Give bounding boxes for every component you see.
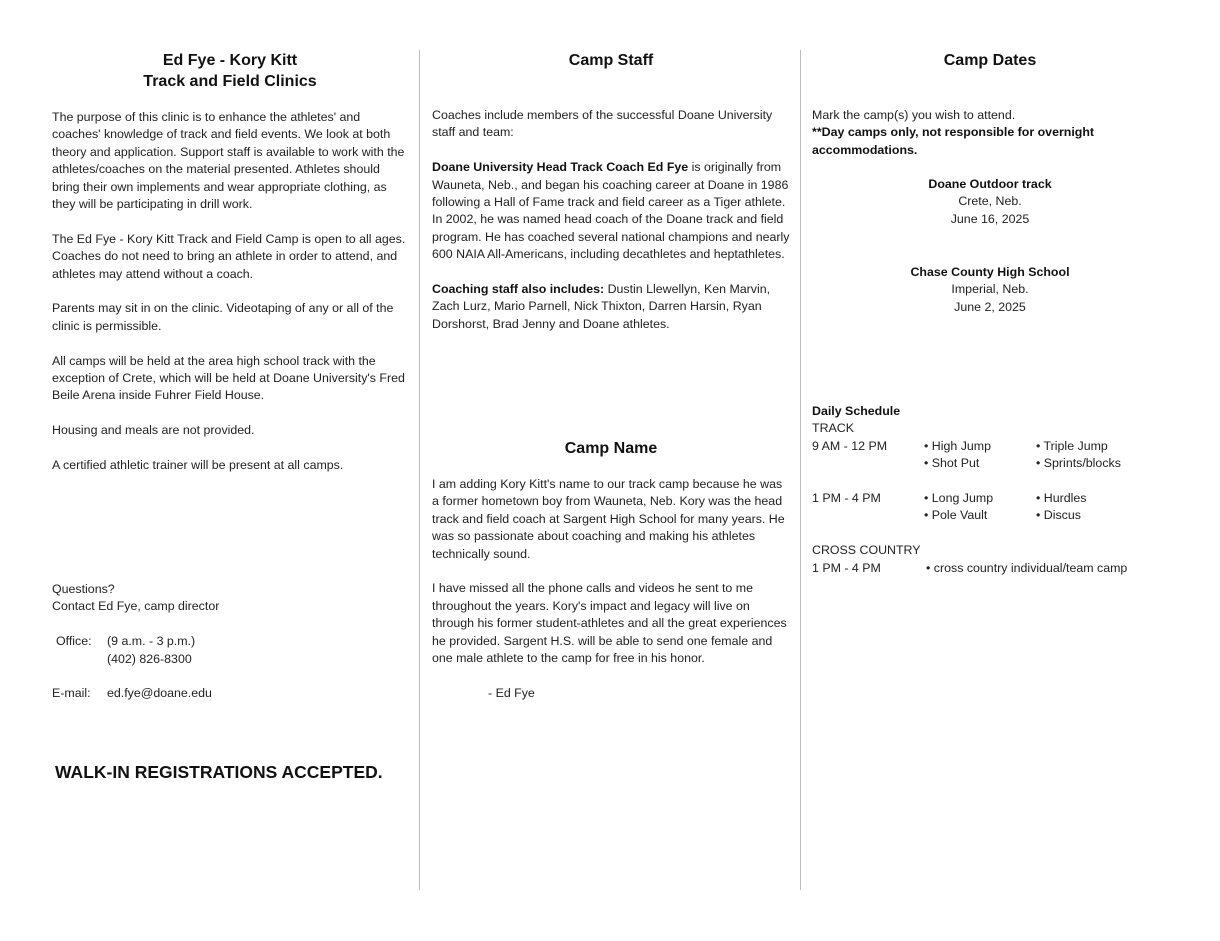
camp-date: June 2, 2025 — [954, 299, 1026, 314]
event-item: • High Jump — [924, 438, 992, 453]
event-item: • Discus — [1036, 508, 1081, 523]
event-item: • Pole Vault — [924, 508, 988, 523]
session-time: 1 PM - 4 PM — [812, 560, 881, 575]
schedule-title: Daily Schedule — [812, 404, 901, 418]
email-row — [52, 685, 408, 702]
camp-name-section — [432, 438, 790, 702]
morning-session — [812, 438, 1172, 473]
housing-paragraph: Housing and meals are not provided. — [52, 423, 255, 438]
camp-city: Imperial, Neb. — [951, 282, 1029, 297]
staff-list-text: Dustin Llewellyn, Ken Marvin, Zach Lurz, Mario Parnell, Nick Thixton, Darren Harsin, Ryan Dorshorst, Brad Jenny and Doane athletes. — [432, 282, 771, 331]
trainer-paragraph: A certified athletic trainer will be present at all camps. — [52, 458, 344, 473]
camp-venue: Chase County High School — [910, 265, 1070, 279]
camp-name-paragraph-1: I am adding Kory Kitt's name to our track camp because he was a former hometown boy from Wauneta, Neb. Kory was the head track and field coach at Sargent High School for many years. He was so passionate about coaching and making his athletes technically sound. — [432, 477, 785, 561]
questions-label: Questions? — [52, 582, 115, 596]
contact-block — [52, 581, 408, 703]
parents-paragraph: Parents may sit in on the clinic. Videotaping of any or all of the clinic is permissible. — [52, 301, 394, 333]
walkin-notice: WALK-IN REGISTRATIONS ACCEPTED. — [55, 762, 383, 782]
event-item: • Sprints/blocks — [1036, 456, 1121, 471]
camp-staff-title: Camp Staff — [568, 52, 654, 69]
camp-name-paragraph-2: I have missed all the phone calls and videos he sent to me throughout the years. Kory's impact and legacy will live on through his former student-athletes and all the great experiences he provided. Sargent H.S. will be able to send one female and one male athlete to the camp for free in his honor. — [432, 581, 787, 666]
mark-instruction: Mark the camp(s) you wish to attend. — [812, 108, 1016, 122]
event-item: • Triple Jump — [1036, 438, 1108, 453]
camp-imperial[interactable] — [812, 264, 1168, 316]
cross-country-session — [812, 560, 1172, 577]
camp-city: Crete, Neb. — [958, 194, 1022, 209]
contact-line: Contact Ed Fye, camp director — [52, 599, 220, 614]
event-item: • Shot Put — [924, 456, 980, 471]
afternoon-session — [812, 490, 1172, 525]
email-label: E-mail: — [52, 686, 91, 701]
camp-crete[interactable] — [812, 176, 1168, 228]
event-item: • Hurdles — [1036, 491, 1087, 506]
camp-date: June 16, 2025 — [950, 211, 1030, 226]
camp-name-title: Camp Name — [564, 440, 658, 457]
session-time: 1 PM - 4 PM — [812, 491, 881, 506]
clinic-title — [52, 50, 408, 92]
event-item: • cross country individual/team camp — [926, 560, 1128, 575]
head-coach-text: is originally from Wauneta, Neb., and began his coaching career at Doane in 1986 following a Hall of Fame track and field career as a Tiger athlete. In 2002, he was named head coach of the Doane track and field program. He has coached several national champions and nearly 600 NAIA All-Americans, including decathletes and heptathletes. — [432, 160, 790, 262]
staff-intro: Coaches include members of the successful Doane University staff and team: — [432, 108, 773, 140]
clinic-info-column — [52, 50, 408, 782]
column-divider-right — [800, 50, 801, 890]
day-camps-note: **Day camps only, not responsible for overnight accommodations. — [812, 125, 1095, 157]
event-item: • Long Jump — [924, 491, 994, 506]
office-label: Office: — [56, 634, 92, 649]
cross-country-label: CROSS COUNTRY — [812, 543, 921, 558]
purpose-paragraph: The purpose of this clinic is to enhance the athletes' and coaches' knowledge of track and field events. We look at both theory and application. Support staff is available to work with the athletes/coaches on the material presented. Athletes should bring their own implements and wear appropriate clothing, as they will be participating in drill work. — [52, 110, 405, 212]
location-paragraph: All camps will be held at the area high school track with the exception of Crete, which will be held at Doane University's Fred Beile Arena inside Fuhrer Field House. — [52, 353, 405, 403]
office-row — [52, 633, 408, 650]
office-hours: (9 a.m. - 3 p.m.) — [107, 634, 196, 649]
staff-list-paragraph — [432, 281, 790, 333]
camp-dates-title: Camp Dates — [943, 52, 1037, 69]
daily-schedule — [812, 403, 1172, 577]
head-coach-paragraph — [432, 159, 790, 263]
clinic-title-line1: Ed Fye - Kory Kitt — [162, 52, 298, 69]
head-coach-bold: Doane University Head Track Coach Ed Fye — [432, 160, 689, 175]
column-divider-left — [419, 50, 420, 890]
staff-list-bold: Coaching staff also includes: — [432, 282, 605, 297]
clinic-title-line2: Track and Field Clinics — [143, 73, 317, 90]
open-to-all-paragraph: The Ed Fye - Kory Kitt Track and Field Camp is open to all ages. Coaches do not need to bring an athlete in order to attend, and athletes may attend without a coach. — [52, 231, 406, 281]
camp-dates-column — [812, 50, 1152, 575]
session-time: 9 AM - 12 PM — [812, 438, 888, 453]
track-label: TRACK — [812, 421, 854, 436]
email-link[interactable]: ed.fye@doane.edu — [107, 686, 212, 701]
signature: - Ed Fye — [488, 685, 535, 700]
office-phone[interactable]: (402) 826-8300 — [107, 651, 192, 666]
camp-staff-column — [432, 50, 790, 700]
camp-venue: Doane Outdoor track — [928, 177, 1052, 191]
